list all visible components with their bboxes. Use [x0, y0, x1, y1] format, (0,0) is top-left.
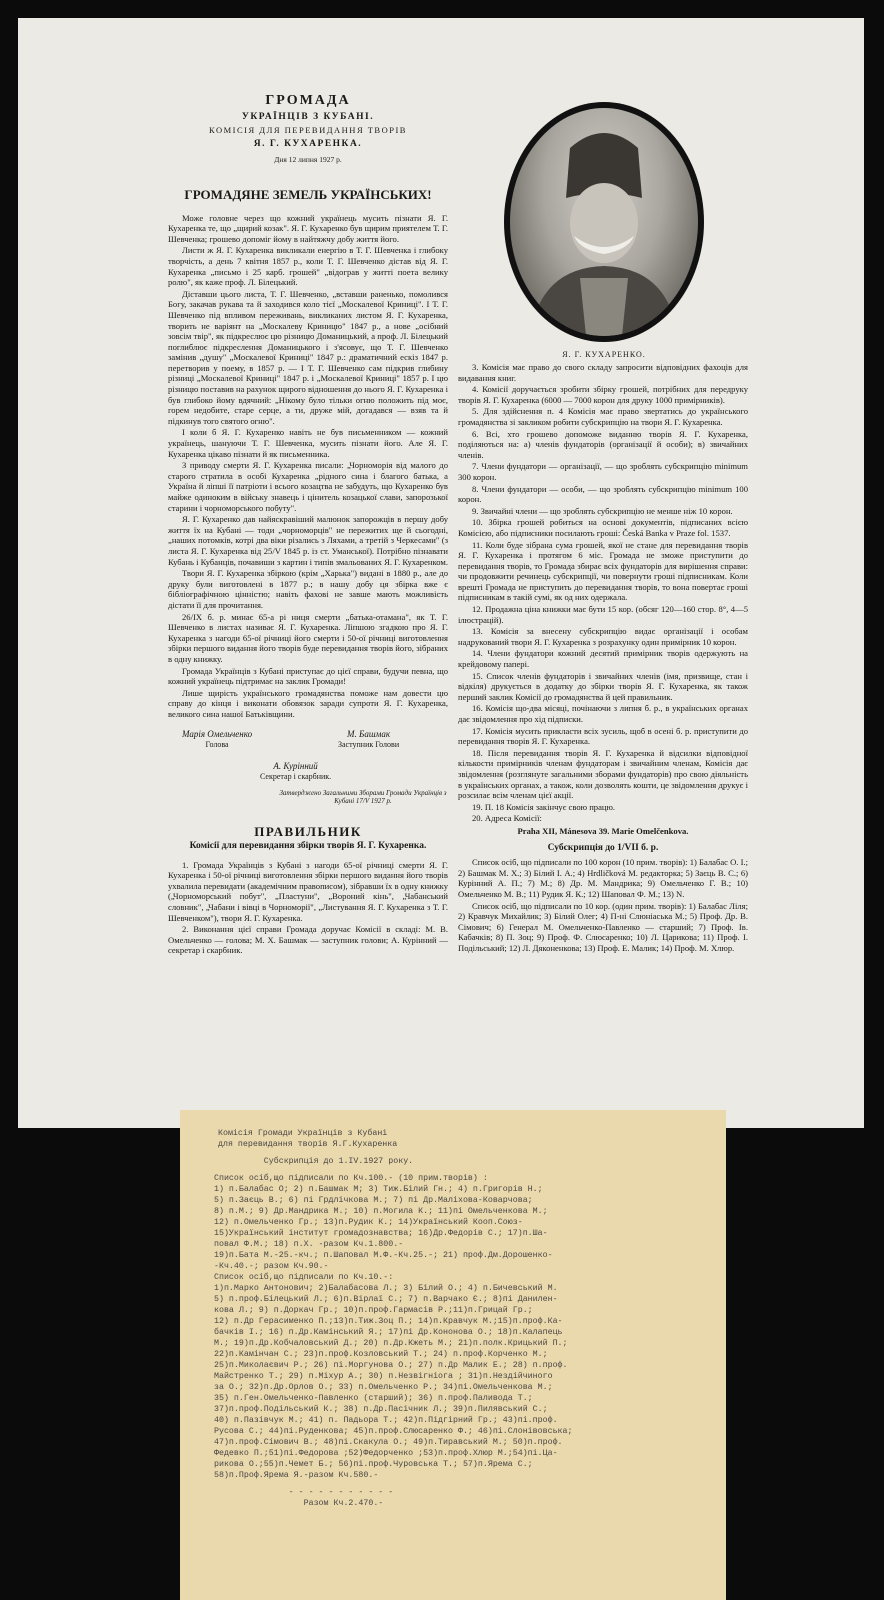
rules-paragraph: 20. Адреса Комісії: [472, 813, 542, 824]
typed-line: 58)п.Проф.Ярема Я.-разом Кч.580.- [214, 1471, 379, 1480]
appeal-paragraph: Лише щирість українського громадянства поможе нам довести цю справу до кінця і виконати обовязок заради супроти Я. Г. Кухаренка, великого сина нашої Батьківщини. [168, 687, 448, 719]
signature-vice [338, 729, 399, 750]
appeal-paragraph: 26/IX б. р. минає 65-а рі ниця смерти „батька-отамана", як Т. Г. Шевченко в листах називає Я. Г. Кухаренка. Ліпшою згадкою про Я. Г. Кухаренка з нагоди 65-ої річниці його смерти і 50-ої річниці виготовлення збірки першого видання його творів буде перевидання творів його, зібраних в одну книжку. [168, 611, 448, 664]
typed-line: 8) п.М.; 9) Др.Мандрика М.; 10) п.Могила К.; 11)пі Омельченкова М.; [214, 1207, 548, 1216]
rules-paragraph: 5. Для здійснення п. 4 Комісія має право звертатись до українського громадянства зі закликом робити субскрипцію на твори Я. Г. Кухаренка. [458, 406, 748, 427]
rules-subtitle: Комісії для перевидання збірки творів Я. Г. Кухаренка. [189, 841, 427, 852]
typed-line: 35) п.Ген.Омельченко-Павленко (старший); 36) п.проф.Паливода Т.; [214, 1394, 533, 1403]
rules-paragraph: 13. Комісія за внесену субскрипцію видає організації і особам надрукований твори Я. Г. Кухаренка з розрахунку один примірник 10 корон. [458, 626, 748, 647]
commission-title: КОМІСІЯ ДЛЯ ПЕРЕВИДАННЯ ТВОРІВ [209, 125, 407, 136]
typed-line: Майстренко Т.; 29) п.Міхур А.; 30) п.Незвігніога ; 31)п.Нездійчиного [214, 1372, 553, 1381]
appeal-paragraph: Твори Я. Г. Кухаренка збіркою (крім „Харька") видані в 1880 р., але до друку були виготовлені в 1877 р.; в нашу добу ця збірка вже є бібліографічною цінністю; навіть фахові не завше мають можливість дістати її для прочитання. [168, 568, 448, 610]
typed-line: -Кч.40.-; разом Кч.90.- [214, 1262, 329, 1271]
typed-line: 47)п.проф.Сімович В.; 48)пі.Скакула О.; 49)п.Тиравський М.; 50)п.проф. [214, 1438, 563, 1447]
typed-line: 40) п.Пазівчук М.; 41) п. Падьора Т.; 42)п.Підгірний Гр.; 43)пі.проф. [214, 1416, 558, 1425]
rules-paragraph: 11. Коли буде зібрана сума грошей, якої не стане для перевидання творів Я. Г. Кухаренка і протягом 6 міс. Громада не зможе приступити до перевидання творів, то Громада збирає всіх фундаторів для вирішення справи: чи продовжити речинець субскрипції, чи повернути гроші підписникам. Коли врешті Громада не приступить до перевидання творів, то вона повертає гроші підписникам в такій сумі, як од них одержала. [458, 539, 748, 603]
signature-role: Заступник Голови [338, 740, 400, 750]
portrait-photo [510, 108, 698, 336]
typed-line: 37)п.проф.Подільський К.; 38) п.Др.Пасічник Л.; 39)п.Пилявський С.; [214, 1405, 548, 1414]
typed-line: Список осіб,що підписали по Кч.100.- (10 прим.творів) : [214, 1174, 488, 1183]
rules-paragraph: 4. Комісії доручається зробити збірку грошей, потрібних для передруку творів Я. Г. Кухаренка (6000 — 7000 корон для друку 1000 примірників). [458, 384, 748, 405]
typed-line: 12) п.Омельченко Гр.; 13)п.Рудик К.; 14)Український Кооп.Союз- [214, 1218, 523, 1227]
typed-subscription-sheet [180, 1110, 726, 1600]
signature-secretary [260, 761, 331, 782]
typed-line: 1)п.Марко Антонович; 2)Балабасова Л.; 3) Білий О.; 4) п.Бичевський М. [214, 1284, 558, 1293]
appeal-paragraph: І коли б Я. Г. Кухаренко навіть не був письменником — кожний українець, шануючи Т. Г. Шевченка, мусить пізнати його. Але Я. Г. Кухаренка цікаво пізнати й як письменника. [168, 427, 448, 459]
commission-name: Я. Г. КУХАРЕНКА. [253, 138, 363, 149]
rules-paragraph: 8. Члени фундатори — особи, — що зроблять субскрипцію minimum 100 корон. [458, 483, 748, 505]
typed-line: бачків І.; 16) п.Др.Камінський Я.; 17)пі Др.Кононова О.; 18)п.Калапець [214, 1328, 563, 1337]
subscription-title: Субскрипція до 1/VII б. р. [547, 842, 659, 853]
typed-line: 5) п.проф.Білецький Л.; 6)п.Вірлаї С.; 7) п.Варчако Є.; 8)пі Данилен- [214, 1295, 558, 1304]
appeal-paragraph: Діставши цього листа, Т. Г. Шевченко, „вставши раненько, помолився Богу, закачав рукава та й заходився коло тієї „Москалевої Криниці". І Т. Г. Шевченко під впливом переживань, викликаних листом Я. Г. Кухаренка, творить не варіянт на „Москалеву Криницю" 1847 р., а нове „осібний зовсім твір", як підкреслює цю різницю Доманицький, а проф. Л. Білецький поглиблює підкреслення Доманицького і з'ясовує, що Т. Г. Шевченко замінив „душу" „Москалевої Криниці" 1847 р.: драматичний ескіз 1847 р. перетворив у поему, в 1857 р. — І Т. Г. Шевченко сам підкрив глибину різниці „Москалевої Криниці" 1847 р. і „Москалевої Криниці" 1857 р. І цю різницю поставив на рахунок щирого відношення до нього Я. Г. Кухаренка і був глибоко йому вдячний: „Нікому було тільки огню положить під моє, горем недобите, старе серце, а ти, друже мій, догадався — взяв та й підкинув того святого огню". [168, 288, 448, 426]
rules-paragraph: 1. Громада Українців з Кубані з нагоди 65-ої річниці смерти Я. Г. Кухаренка і 50-ої річниці виготовлення збірки першого видання його творів ухвалила перевидати (академічним правописом), зібравши їх в одну книжку („Чорноморський побут", „Пластуни", „Вороний кінь", „Чабанський словник", „Чабани і вівці в Чорноморії", „Листування Я. Г. Кухаренка з Т. Г. Шевченком"), твори Я. Г. Кухаренка. [168, 859, 448, 923]
org-subtitle: УКРАЇНЦІВ З КУБАНІ. [241, 111, 375, 122]
typed-line: Русова С.; 44)пі.Руденкова; 45)п.проф.Слюсаренко Ф.; 46)пі.Слонівовська; [214, 1427, 573, 1436]
typed-lines [180, 1110, 726, 1509]
typed-line: - - - - - - - - - - - [214, 1488, 394, 1497]
printed-sheet [18, 18, 864, 1128]
typed-line: для перевидання творів Я.Г.Кухаренка [218, 1140, 398, 1149]
typed-line: Список осіб,що підписали по Кч.10.-: [214, 1273, 394, 1282]
signature-name: М. Башмак [347, 729, 391, 740]
rules-paragraph: 6. Всі, хто грошево допоможе виданню творів Я. Г. Кухаренка, поділяються на: а) членів фундаторів (організації й особи); в) звичайних членів. [458, 428, 748, 460]
typed-line: 15)Український інститут громадознавства; 16)Др.Федорів С.; 17)п.Ша- [214, 1229, 548, 1238]
rules-paragraph: 2. Виконання цієї справи Громада доручає Комісії в складі: М. В. Омельченко — голова; М. Х. Башмак — заступник голови; А. Курінний — секретар і скарбник. [168, 924, 448, 956]
signature-role: Секретар і скарбник. [260, 772, 332, 782]
typed-line: за О.; 32)п.Др.Орлов О.; 33) п.Омельченко Р.; 34)пі.Омельченкова М.; [214, 1383, 553, 1392]
left-column [168, 93, 448, 957]
appeal-paragraph: Може головне через що кожний українець мусить пізнати Я. Г. Кухаренка те, що „щирий козак". Я. Г. Кухаренко був щирим приятелем Т. Г. Шевченка; грошево допоміг йому в найтяжчу добу життя його. [168, 212, 448, 244]
rules-paragraph: 18. Після перевидання творів Я. Г. Кухаренка й відсилки відповідної кількости примірників членам фундаторам і звичайним членам, Комісія дає звідомлення (розглянуте загальними зборами фундаторів) про свою діяльність в українських органах, а також, коли дозволять кошти, це звідомлення друкує і розсилає всім членам цієї акції. [458, 747, 748, 801]
portrait-caption: Я. Г. КУХАРЕНКО. [562, 350, 646, 359]
signature-name: А. Курінний [273, 761, 318, 772]
typed-line: 25)п.Миколаєвич Р.; 26) пі.Моргунова О.; 27) п.Др Малик Е.; 28) п.проф. [214, 1361, 568, 1370]
typed-line: 19)п.Бата М.-25.-кч.; п.Шаповал М.Ф.-Кч.25.-; 21) проф.Дм.Дорошенко- [214, 1251, 553, 1260]
signature-name: Марія Омельченко [182, 729, 253, 740]
rules-paragraph: 10. Збірка грошей робиться на основі документів, підписаних всією Комісією, або підписники посилають гроші: Česká Banka v Praze fol. 1537. [458, 517, 748, 538]
typed-line: Комісія Громади Українців з Кубані [218, 1129, 388, 1138]
portrait-figure [510, 108, 698, 336]
cherkeska-chest [580, 278, 628, 336]
typed-line: 12) п.Др Герасименко П.;13)п.Тиж.Зоц П.; 14)п.Кравчук М.;15)п.проф.Ка- [214, 1317, 563, 1326]
signature-president [182, 729, 252, 750]
rules-paragraph: 19. П. 18 Комісія закінчує свою працю. [472, 801, 616, 812]
typed-line: 1) п.Балабас О; 2) п.Башмак М; 3) Тиж.Білий Гн.; 4) п.Григорів Н.; [214, 1185, 543, 1194]
typed-line: М.; 19)п.Др.Кобчаловський Д.; 20) п.Др.Кжеть М.; 21)п.полк.Крицький П.; [214, 1339, 568, 1348]
document-date: Дня 12 липня 1927 р. [274, 155, 342, 165]
commission-address: Praha XII, Mánesova 39. Marie Omelčenkova. [517, 825, 689, 836]
rules-paragraph: 12. Продажна ціна книжки має бути 15 кор. (обсяг 120—160 стор. 8°, 4—5 ілюстрацій). [458, 604, 748, 625]
rules-paragraph: 16. Комісія що-два місяці, почінаючи з липня б. р., в українських органах дає звідомлення про хід підписки. [458, 703, 748, 724]
rules-paragraph: 17. Комісія мусить прикласти всіх зусиль, щоб в осені б. р. приступити до перевидання творів Я. Г. Кухаренка. [458, 725, 748, 747]
typed-line: рикова О.;55)п.Чемет Б.; 56)пі.проф.Чуровська Т.; 57)п.Ярема С.; [214, 1460, 533, 1469]
typed-line: Субскрипція до 1.IV.1927 року. [214, 1157, 414, 1166]
rules-paragraph: 7. Члени фундатори — організації, — що зроблять субскрипцію minimum 300 корон. [458, 461, 748, 482]
typed-line: Федевко П.;51)пі.Федорова ;52)Федорченко ;53)п.проф.Хлюр М.;54)пі.Ца- [214, 1449, 558, 1458]
typed-line: повал Ф.М.; 18) п.Х. -разом Кч.1.800.- [214, 1240, 404, 1249]
appeal-body [168, 213, 448, 720]
rules-paragraph: 9. Звичайні члени — що зроблять субскрипцію не менше ніж 10 корон. [472, 505, 733, 516]
rules-paragraph: 14. Члени фундатори кожний десятий примірник творів одержують на крейдовому папері. [458, 648, 748, 670]
right-column [458, 362, 748, 954]
approval-note: Затверджено Загальними Зборами Громади Українців з Кубані 17/V 1927 р. [279, 789, 447, 806]
subscription-list-100: Список осіб, що підписали по 100 корон (10 прим. творів): 1) Балабас О. І.; 2) Башмак М. Х.; 3) Білий І. А.; 4) Hrdličková M. редакторка; 5) Заєць В. С.; 6) Курінний А. П.; 7) М.; 8) Др. М. Мандрика; 9) Омельченко Г. В.; 10) Омельченко М. В.; 11) Рудик Я. К.; 12) Шаповал Ф. М.; 13) N. [458, 857, 748, 899]
portrait-frame [504, 102, 704, 342]
typed-line: Разом Кч.2.470.- [214, 1499, 384, 1508]
appeal-paragraph: Я. Г. Кухаренко дав найяскравіший малюнок запорожців в першу добу життя їх на Кубані — тоди „чорноморців" не пережитих ще й сьогодні, „наших потомків, котрі два віки різались з Ляхами, а третій з Черкесами" (з листа Я. Г. Кухаренка від 25/V 1845 р. із ст. Уманської). Потрібно пізнавати Кубань і Кубанців, почавиши з картин і типів змальованих Я. Г. Кухаренком. [168, 514, 448, 567]
signature-role: Голова [205, 740, 229, 750]
org-title: ГРОМАДА [265, 93, 351, 108]
appeal-title: ГРОМАДЯНЕ ЗЕМЕЛЬ УКРАЇНСЬКИХ! [184, 186, 432, 202]
rules-paragraph: 3. Комісія має право до свого складу запросити відповідних фахоців для видавання книг. [458, 362, 748, 383]
subscription-list-10: Список осіб, що підписали по 10 кор. (один прим. творів): 1) Балабас Ліля; 2) Кравчук Михайлик; 3) Білий Олег; 4) П-ні Слюніаська М.; 5) Проф. Др. В. Сімович; 6) Генерал М. Омельченко-Павленко — старший; 7) Проф. Ів. Кабачків; 8) П. Зоц; 9) Проф. Ф. Слюсаренко; 10) Л. Царикова; 11) Проф. І. Подільський; 12) Л. Дяконенкова; 13) Проф. Е. Малик; 14) Проф. М. Хлюр. [458, 900, 748, 953]
appeal-paragraph: З приводу смерти Я. Г. Кухаренка писали: „Чорноморія від малого до старого стратила в особі Кухаренка „рідного сина і благого батька, а Україна й ліпші її патріоти і всього козацтва не забудуть, що Кухаренко був майже одиноким в війську знавець і цінитель козацької слави, запорозької старини і чорноморського побуту". [168, 460, 448, 513]
typed-line: 5) п.Заєць В.; 6) пі Грдлічкова М.; 7) пі Др.Маліхова-Коварчова; [214, 1196, 533, 1205]
appeal-paragraph: Громада Українців з Кубані приступає до цієї справи, будучи певна, що кожний українець підтримає на заклик Громади! [168, 665, 448, 687]
rules-continued [458, 362, 748, 824]
typed-line: кова Л.; 9) п.Доркач Гр.; 10)п.проф.Гармасів Р.;11)п.Грицай Гр.; [214, 1306, 533, 1315]
typed-line: 22)п.Камінчан С.; 23)п.проф.Козловський Т.; 24) п.проф.Корченко М.; [214, 1350, 548, 1359]
signatures [168, 729, 448, 809]
rules-title: ПРАВИЛЬНИК [254, 824, 362, 840]
rules-paragraph: 15. Список членів фундаторів і звичайних членів (імя, призвище, стан і відкіля) друкується в додатку до збірки творів Я. Г. Кухаренка, як також перший заклик Комісії до громадянства й цей правильник. [458, 670, 748, 702]
appeal-paragraph: Листи ж Я. Г. Кухаренка викликали енергію в Т. Г. Шевченка і глибоку творчість, а день 7 квітня 1857 р., коли Т. Г. Шевченко дістав від Я. Г. Кухаренка „письмо і 25 карб. грошей" „відограв у житті поета велику ролю", як каже проф. Л. Білецький. [168, 245, 448, 288]
